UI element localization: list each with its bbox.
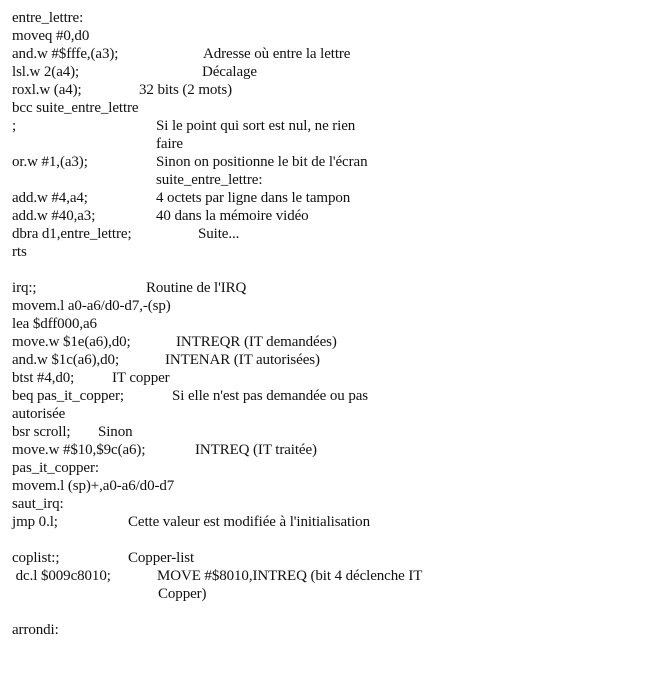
code-comment: suite_entre_lettre: (156, 172, 263, 188)
code-instruction: move.w #$10,$9c(a6); (12, 442, 146, 458)
code-instruction: coplist:; (12, 550, 60, 566)
code-instruction: lea $dff000,a6 (12, 316, 97, 332)
code-instruction: jmp 0.l; (12, 514, 58, 530)
code-comment: faire (156, 136, 183, 152)
code-instruction: add.w #4,a4; (12, 190, 88, 206)
code-instruction: dbra d1,entre_lettre; (12, 226, 132, 242)
code-comment: Si le point qui sort est nul, ne rien (156, 118, 356, 134)
code-instruction: btst #4,d0; (12, 370, 75, 386)
code-comment: Copper) (158, 586, 207, 602)
code-comment: INTREQR (IT demandées) (176, 334, 337, 350)
code-comment: Sinon on positionne le bit de l'écran (156, 154, 368, 170)
code-instruction: dc.l $009c8010; (12, 568, 111, 584)
code-comment: INTENAR (IT autorisées) (165, 352, 320, 368)
code-instruction: add.w #40,a3; (12, 208, 96, 224)
code-instruction: movem.l a0-a6/d0-d7,-(sp) (12, 298, 171, 314)
code-comment: Cette valeur est modifiée à l'initialisation (128, 514, 370, 530)
code-instruction: roxl.w (a4); (12, 82, 82, 98)
code-instruction: and.w #$fffe,(a3); (12, 46, 119, 62)
code-comment: Décalage (202, 64, 257, 80)
code-instruction: movem.l (sp)+,a0-a6/d0-d7 (12, 478, 175, 494)
code-instruction: moveq #0,d0 (12, 28, 90, 44)
code-instruction: and.w $1c(a6),d0; (12, 352, 120, 368)
code-instruction: bcc suite_entre_lettre (12, 100, 139, 116)
code-instruction: beq pas_it_copper; (12, 388, 124, 404)
code-instruction: irq:; (12, 280, 37, 296)
code-instruction: pas_it_copper: (12, 460, 99, 476)
code-comment: Sinon (98, 424, 133, 440)
code-comment: MOVE #$8010,INTREQ (bit 4 déclenche IT (157, 568, 423, 584)
code-instruction: arrondi: (12, 622, 59, 638)
code-comment: INTREQ (IT traitée) (195, 442, 317, 458)
code-comment: Copper-list (128, 550, 195, 566)
code-comment: Suite... (198, 226, 240, 242)
code-comment: 40 dans la mémoire vidéo (156, 208, 309, 224)
code-comment: 4 octets par ligne dans le tampon (156, 190, 351, 206)
code-comment: Adresse où entre la lettre (203, 46, 351, 62)
code-instruction: entre_lettre: (12, 10, 84, 26)
code-instruction: bsr scroll; (12, 424, 71, 440)
code-comment: Si elle n'est pas demandée ou pas (172, 388, 369, 404)
code-instruction: autorisée (12, 406, 66, 422)
code-comment: IT copper (112, 370, 170, 386)
code-instruction: ; (12, 118, 17, 134)
code-comment: Routine de l'IRQ (146, 280, 247, 296)
code-comment: 32 bits (2 mots) (139, 82, 232, 98)
code-instruction: move.w $1e(a6),d0; (12, 334, 131, 350)
code-instruction: lsl.w 2(a4); (12, 64, 80, 80)
code-instruction: rts (12, 244, 27, 260)
code-instruction: saut_irq: (12, 496, 64, 512)
code-instruction: or.w #1,(a3); (12, 154, 88, 170)
